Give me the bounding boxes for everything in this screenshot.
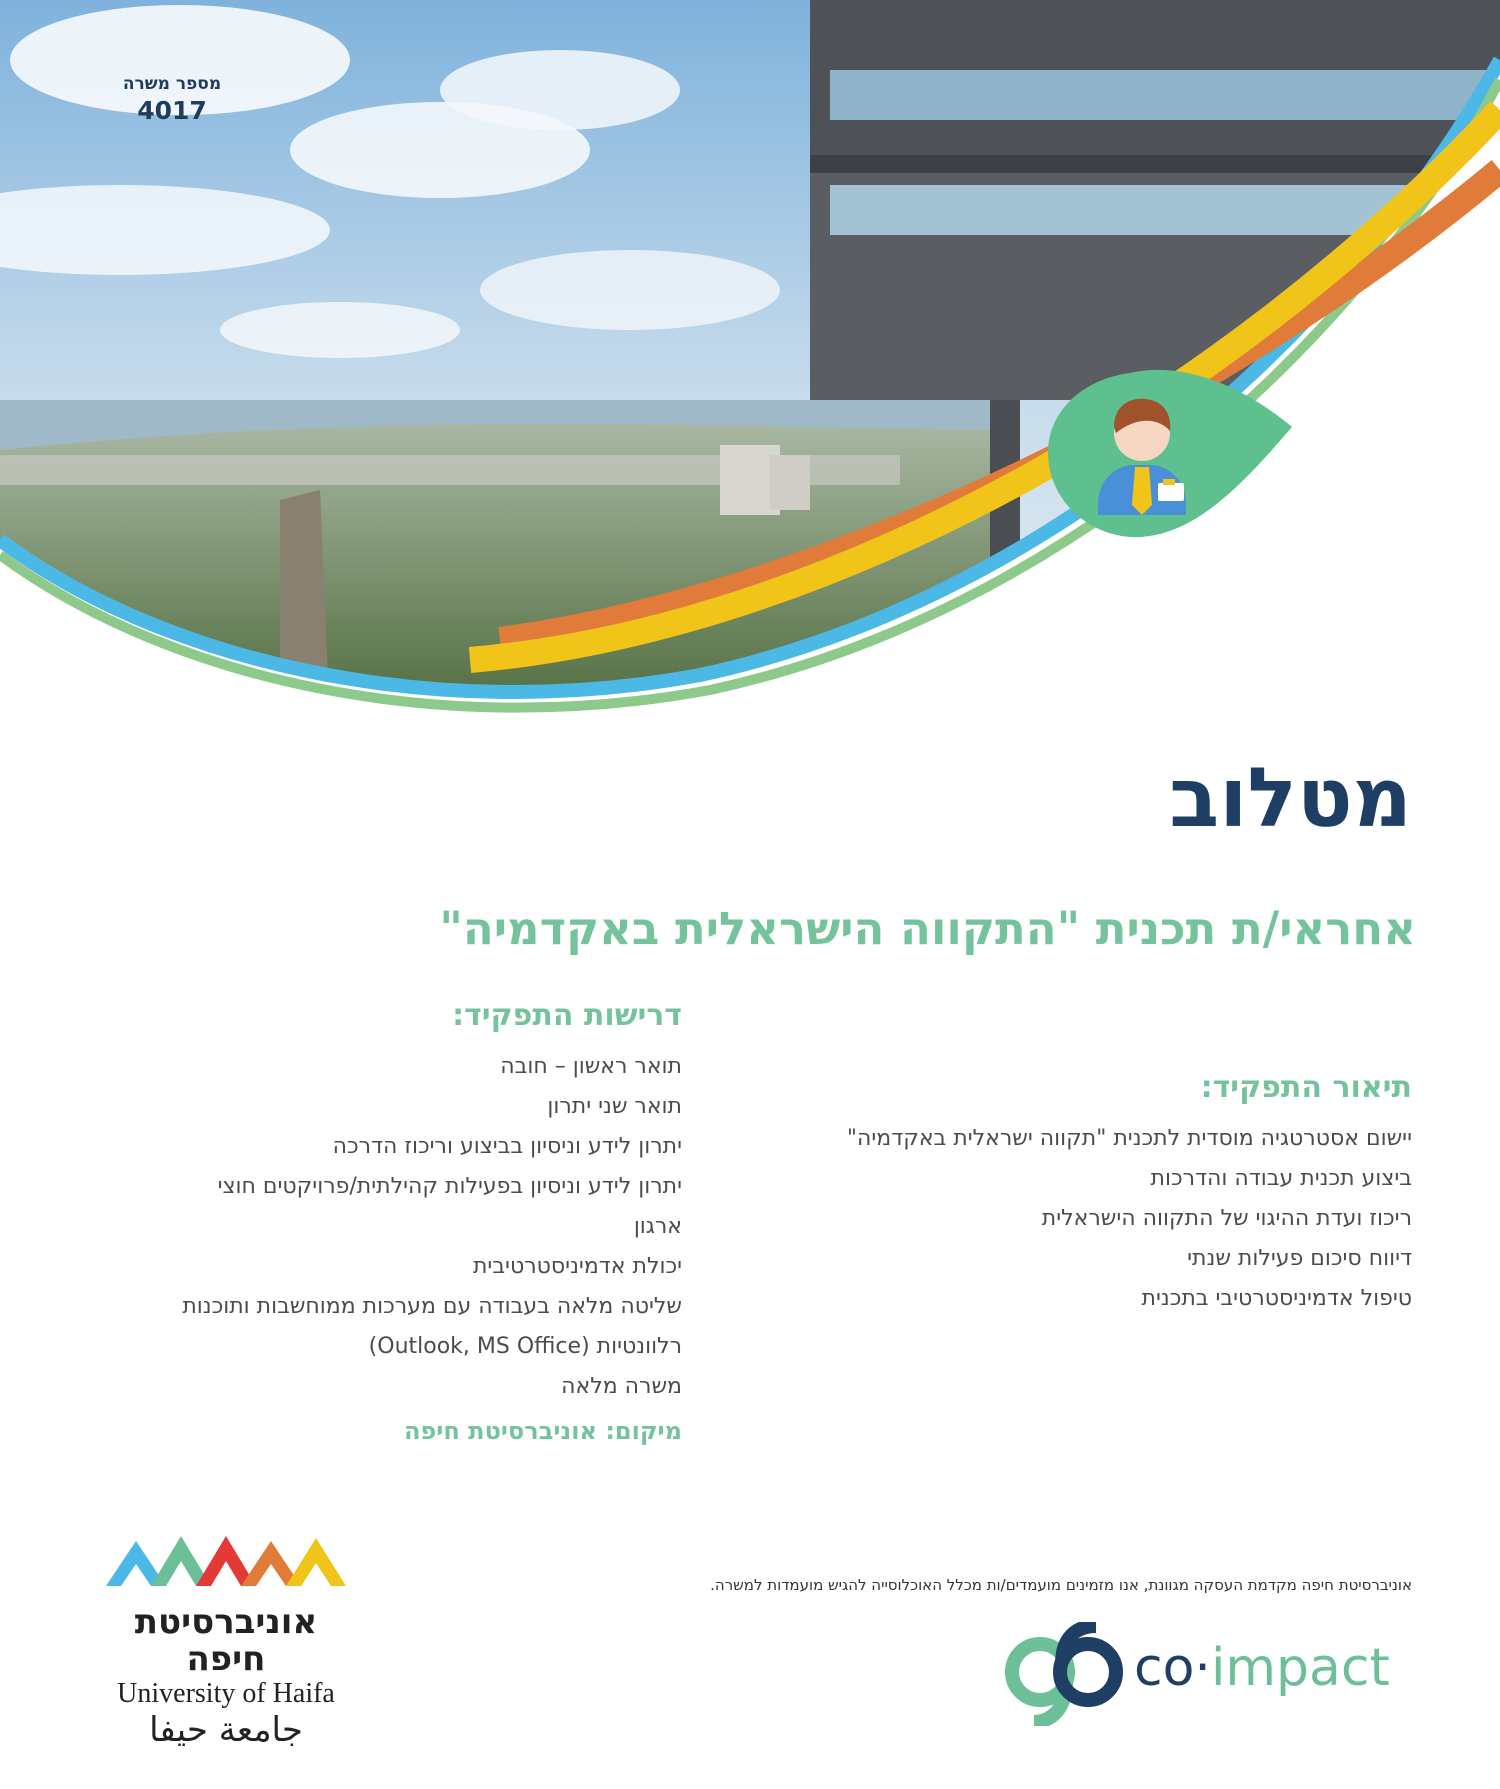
coimpact-wordmark	[1134, 1638, 1390, 1698]
list-item: תואר שני יתרון	[547, 1094, 682, 1119]
university-name-hebrew: אוניברסיטת חיפה	[134, 1602, 318, 1680]
list-item: ריכוז ועדת ההיגוי של התקווה הישראלית	[1041, 1206, 1412, 1231]
description-list	[812, 1119, 1412, 1319]
university-logo-icon	[96, 1516, 356, 1596]
job-number-label: מספר משרה	[122, 74, 222, 94]
job-number	[62, 74, 282, 125]
list-item: ביצוע תכנית עבודה והדרכות	[1150, 1166, 1412, 1191]
list-item: טיפול אדמיניסטרטיבי בתכנית	[1141, 1286, 1412, 1311]
coimpact-co: co·	[1134, 1638, 1211, 1698]
job-number-value: 4017	[137, 96, 207, 125]
list-item: רלוונטיות (Outlook, MS Office)	[368, 1334, 682, 1359]
list-item: שליטה מלאה בעבודה עם מערכות ממוחשבות ותוכנות	[182, 1294, 682, 1319]
university-name-arabic: جامعة حيفا	[149, 1709, 303, 1750]
requirements-list	[62, 1047, 682, 1407]
coimpact-logo	[1004, 1622, 1424, 1726]
list-item: יתרון לידע וניסיון בפעילות קהילתית/פרויקטים חוצי	[217, 1174, 682, 1199]
job-title: אחראי/ת תכנית "התקווה הישראלית באקדמיה"	[439, 902, 1416, 955]
role-description	[812, 1070, 1412, 1319]
coimpact-impact: impact	[1210, 1638, 1390, 1698]
person-badge-icon	[1042, 355, 1312, 555]
equal-opportunity-note: אוניברסיטת חיפה מקדמת העסקה מגוונת, אנו מזמינים מועמדים/ות מכלל האוכלוסייה להגיש מועמדות למשרה.	[710, 1576, 1412, 1594]
list-item: משרה מלאה	[561, 1374, 682, 1399]
description-header: תיאור התפקיד:	[1200, 1070, 1412, 1105]
page-title: מטלוב	[1169, 751, 1412, 846]
list-item: יכולת אדמיניסטרטיבית	[472, 1254, 682, 1279]
university-name-english: University of Haifa	[117, 1677, 335, 1709]
list-item: תואר ראשון – חובה	[500, 1054, 682, 1079]
list-item: יתרון לידע וניסיון בביצוע וריכוז הדרכה	[332, 1134, 682, 1159]
list-item: ארגון	[633, 1214, 682, 1239]
requirements-header: דרישות התפקיד:	[452, 998, 682, 1033]
job-location: מיקום: אוניברסיטת חיפה	[403, 1417, 682, 1445]
role-requirements	[62, 998, 682, 1445]
hero-image	[0, 0, 1500, 720]
university-logo	[96, 1516, 356, 1750]
list-item: יישום אסטרטגיה מוסדית לתכנית "תקווה ישראלית באקדמיה"	[846, 1126, 1412, 1151]
coimpact-logo-icon	[1004, 1622, 1134, 1726]
list-item: דיווח סיכום פעילות שנתי	[1187, 1246, 1412, 1271]
